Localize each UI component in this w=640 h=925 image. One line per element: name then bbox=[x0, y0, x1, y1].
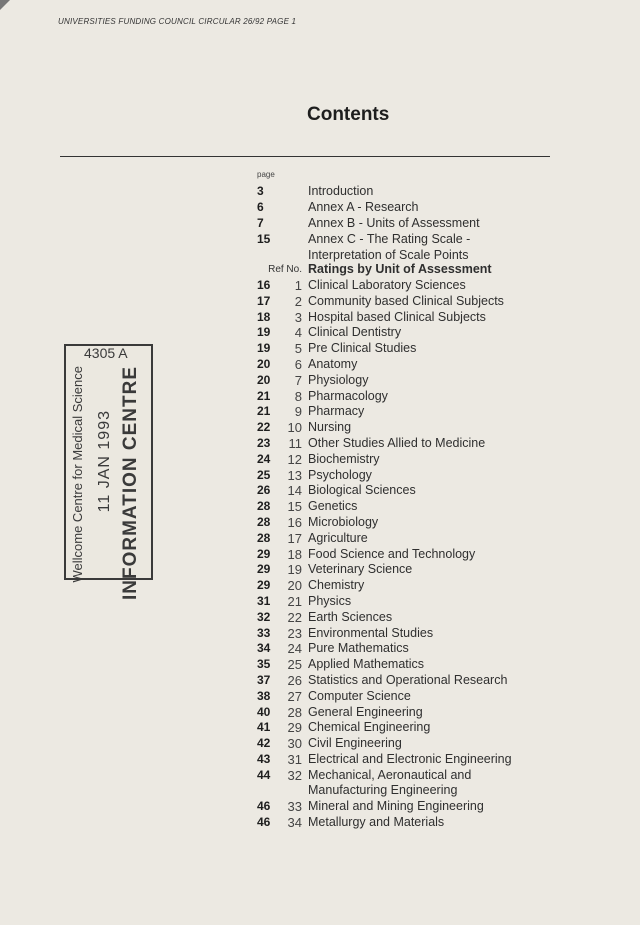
ref-number: 28 bbox=[287, 704, 302, 720]
page-header: UNIVERSITIES FUNDING COUNCIL CIRCULAR 26/92 PAGE 1 bbox=[58, 17, 297, 26]
ref-number: 25 bbox=[287, 657, 302, 673]
ref-number: 8 bbox=[294, 388, 302, 404]
page-number: 15 bbox=[257, 232, 271, 246]
entry-title: Food Science and Technology bbox=[308, 546, 476, 561]
ref-number: 9 bbox=[294, 404, 302, 420]
entry-title: Pre Clinical Studies bbox=[308, 341, 417, 356]
page-number: 19 bbox=[257, 325, 271, 340]
ref-number: 2 bbox=[294, 293, 302, 309]
page-number: 28 bbox=[257, 515, 271, 529]
contents-entry bbox=[0, 626, 640, 642]
entry-title: Electrical and Electronic Engineering bbox=[308, 752, 512, 766]
entry-title: Earth Sciences bbox=[308, 609, 393, 624]
page-number: 29 bbox=[257, 578, 271, 593]
contents-entry bbox=[0, 720, 640, 736]
entry-title: Hospital based Clinical Subjects bbox=[308, 309, 486, 324]
page-number: 20 bbox=[257, 357, 271, 371]
corner-mark bbox=[0, 0, 10, 10]
page-number: 29 bbox=[257, 562, 271, 577]
ref-number: 30 bbox=[287, 736, 302, 752]
ref-column-label: Ref No. bbox=[268, 264, 302, 275]
contents-entry bbox=[0, 736, 640, 752]
page-number: 35 bbox=[257, 657, 271, 672]
page-number: 16 bbox=[257, 278, 271, 292]
page-number: 46 bbox=[257, 815, 271, 830]
contents-entry bbox=[0, 799, 640, 815]
entry-title: Chemical Engineering bbox=[308, 720, 431, 735]
contents-entry bbox=[0, 689, 640, 705]
entry-title: Other Studies Allied to Medicine bbox=[308, 436, 486, 450]
entry-title: Clinical Laboratory Sciences bbox=[308, 278, 466, 292]
entry-title: Pharmacology bbox=[308, 388, 388, 403]
ref-number: 16 bbox=[287, 515, 302, 530]
page-number: 42 bbox=[257, 736, 271, 751]
stamp-line-1: Wellcome Centre for Medical Science bbox=[70, 366, 85, 583]
stamp-line-3: INFORMATION CENTRE bbox=[120, 366, 141, 601]
contents-entry bbox=[0, 673, 640, 689]
entry-title: Introduction bbox=[308, 184, 374, 198]
divider bbox=[60, 156, 550, 157]
ref-number: 6 bbox=[294, 357, 302, 372]
page-number: 44 bbox=[257, 767, 271, 782]
ref-number: 24 bbox=[287, 641, 302, 657]
page-number: 43 bbox=[257, 752, 271, 766]
ratings-heading: Ratings by Unit of Assessment bbox=[308, 262, 492, 276]
ref-number: 11 bbox=[288, 436, 302, 451]
page-number: 21 bbox=[257, 388, 271, 403]
page-number: 24 bbox=[257, 451, 271, 466]
page-number: 20 bbox=[257, 372, 271, 387]
entry-title: Community based Clinical Subjects bbox=[308, 293, 504, 308]
page-number: 31 bbox=[257, 594, 271, 608]
entry-title: Applied Mathematics bbox=[308, 657, 425, 672]
page-number: 46 bbox=[257, 799, 271, 814]
stamp-mark: 4305 A bbox=[84, 345, 128, 361]
contents-entry bbox=[0, 594, 640, 610]
ref-number: 34 bbox=[287, 815, 302, 831]
entry-title: Civil Engineering bbox=[308, 736, 402, 751]
ref-number: 21 bbox=[287, 594, 302, 609]
page-number: 40 bbox=[257, 704, 271, 719]
intro-entry bbox=[0, 216, 640, 232]
entry-title: Veterinary Science bbox=[308, 562, 413, 577]
ref-number: 17 bbox=[287, 530, 302, 546]
ref-number: 18 bbox=[287, 546, 302, 562]
intro-entry bbox=[0, 232, 640, 262]
contents-entry bbox=[0, 610, 640, 626]
ref-number: 23 bbox=[287, 625, 302, 641]
ref-number: 20 bbox=[287, 578, 302, 594]
stamp-date: 11 JAN 1993 bbox=[96, 410, 113, 513]
entry-title: Annex B - Units of Assessment bbox=[308, 216, 480, 230]
ref-number: 15 bbox=[287, 499, 302, 515]
ratings-heading-row bbox=[0, 262, 640, 278]
entry-title: Statistics and Operational Research bbox=[308, 673, 508, 687]
page-number: 34 bbox=[257, 641, 271, 656]
page-number: 18 bbox=[257, 309, 271, 324]
ref-number: 7 bbox=[294, 372, 302, 388]
page-number: 38 bbox=[257, 688, 271, 703]
ref-number: 27 bbox=[287, 688, 302, 704]
contents-entry bbox=[0, 278, 640, 294]
page-number: 37 bbox=[257, 673, 271, 687]
ref-number: 14 bbox=[287, 483, 302, 499]
page-number: 21 bbox=[257, 404, 271, 419]
page-number: 7 bbox=[257, 216, 264, 230]
entry-title: Computer Science bbox=[308, 688, 411, 703]
page-number: 22 bbox=[257, 420, 271, 435]
ref-number: 32 bbox=[287, 767, 302, 783]
contents-entry bbox=[0, 815, 640, 831]
intro-entry bbox=[0, 200, 640, 216]
page-number: 33 bbox=[257, 625, 271, 640]
entry-title: Pure Mathematics bbox=[308, 641, 409, 656]
contents-entry bbox=[0, 325, 640, 341]
entry-title: Annex A - Research bbox=[308, 200, 419, 214]
page-number: 28 bbox=[257, 499, 271, 514]
ref-number: 12 bbox=[287, 451, 302, 467]
page-title: Contents bbox=[307, 104, 390, 125]
entry-title: Biological Sciences bbox=[308, 483, 416, 498]
entry-title: Physics bbox=[308, 594, 352, 608]
ref-number: 5 bbox=[294, 341, 302, 357]
ref-number: 26 bbox=[287, 673, 302, 688]
ref-number: 31 bbox=[287, 752, 302, 767]
entry-title: Annex C - The Rating Scale - Interpretation of Scale Points bbox=[308, 232, 471, 262]
entry-title: Physiology bbox=[308, 372, 369, 387]
entry-title: Nursing bbox=[308, 420, 352, 435]
page-number: 3 bbox=[257, 184, 264, 198]
ref-number: 29 bbox=[287, 720, 302, 736]
entry-title: Genetics bbox=[308, 499, 358, 514]
entry-title: Environmental Studies bbox=[308, 625, 434, 640]
ref-number: 3 bbox=[294, 309, 302, 325]
ref-number: 19 bbox=[287, 562, 302, 578]
contents-entry bbox=[0, 657, 640, 673]
ref-number: 1 bbox=[294, 278, 302, 293]
page-number: 19 bbox=[257, 341, 271, 356]
ref-number: 13 bbox=[287, 467, 302, 483]
entry-title: Clinical Dentistry bbox=[308, 325, 402, 340]
intro-entry bbox=[0, 184, 640, 200]
entry-title: Metallurgy and Materials bbox=[308, 815, 445, 830]
entry-title: Biochemistry bbox=[308, 451, 380, 466]
ref-number: 10 bbox=[287, 420, 302, 436]
entry-title: Agriculture bbox=[308, 530, 368, 545]
page-number: 26 bbox=[257, 483, 271, 498]
contents-entry bbox=[0, 294, 640, 310]
entry-title: Mechanical, Aeronautical and Manufacturing Engineering bbox=[308, 767, 472, 798]
page-column-label: page bbox=[257, 170, 275, 179]
entry-title: General Engineering bbox=[308, 704, 423, 719]
page-number: 28 bbox=[257, 530, 271, 545]
contents-entry bbox=[0, 752, 640, 768]
contents-entry bbox=[0, 578, 640, 594]
page-number: 23 bbox=[257, 436, 271, 450]
page-number: 29 bbox=[257, 546, 271, 561]
page-number: 6 bbox=[257, 200, 264, 214]
page-number: 32 bbox=[257, 609, 271, 624]
ref-number: 22 bbox=[287, 609, 302, 625]
entry-title: Psychology bbox=[308, 467, 372, 482]
page-number: 25 bbox=[257, 467, 271, 482]
entry-title: Microbiology bbox=[308, 515, 379, 529]
entry-title: Mineral and Mining Engineering bbox=[308, 799, 484, 814]
entry-title: Anatomy bbox=[308, 357, 358, 371]
ref-number: 4 bbox=[294, 325, 302, 341]
contents-entry bbox=[0, 767, 640, 798]
library-stamp bbox=[64, 344, 153, 601]
contents-entry bbox=[0, 310, 640, 326]
contents-entry bbox=[0, 641, 640, 657]
contents-entry bbox=[0, 705, 640, 721]
ref-number: 33 bbox=[287, 799, 302, 815]
page-number: 17 bbox=[257, 293, 271, 308]
page-number: 41 bbox=[257, 720, 271, 735]
entry-title: Pharmacy bbox=[308, 404, 365, 419]
entry-title: Chemistry bbox=[308, 578, 365, 593]
